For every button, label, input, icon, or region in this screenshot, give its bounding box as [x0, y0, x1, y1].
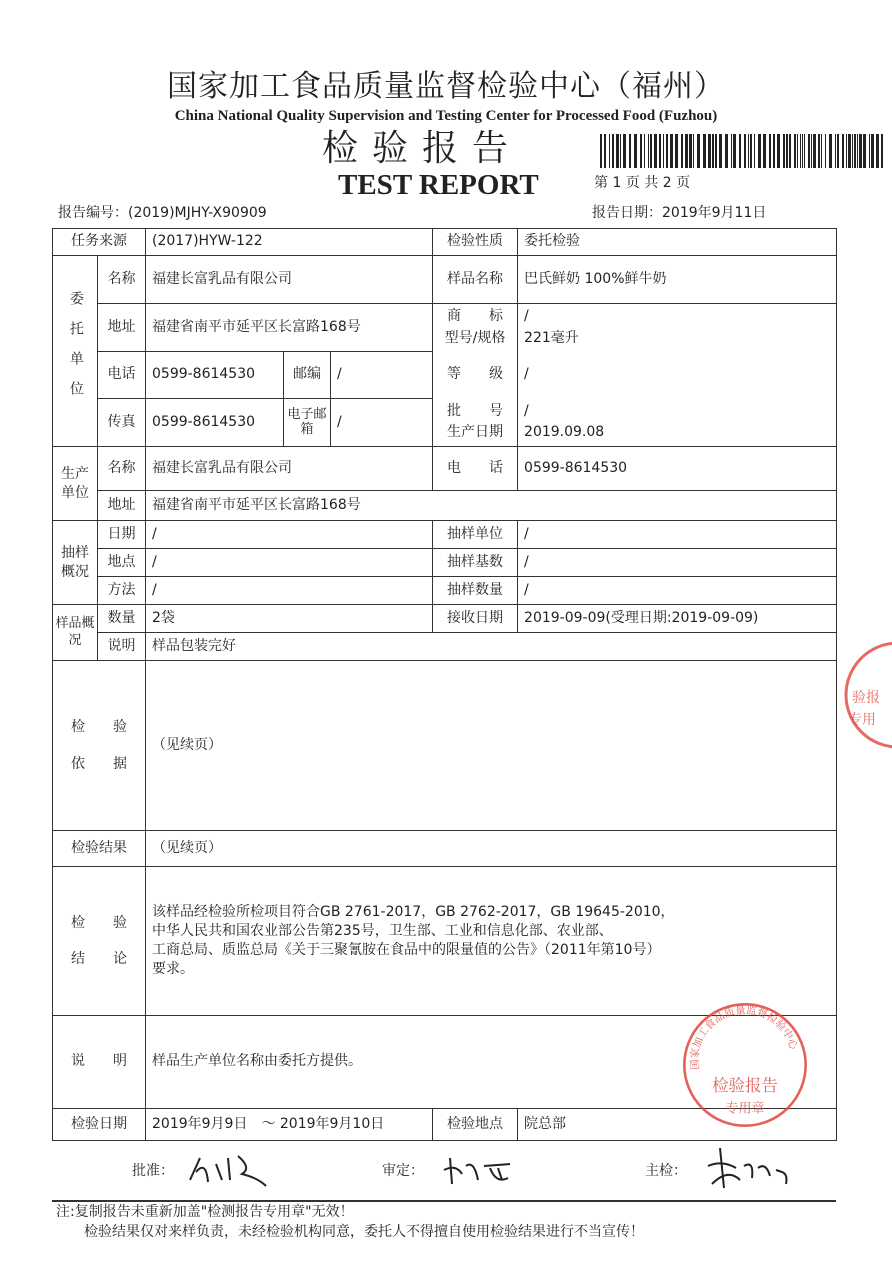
conclusion-label-2: 结 论: [71, 951, 127, 967]
barcode-bar: [663, 134, 664, 168]
producer-address-label: 地址: [98, 491, 146, 521]
barcode-bar: [685, 134, 688, 168]
grade: /: [518, 352, 837, 399]
barcode-bar: [697, 134, 700, 168]
model-label: 型号/规格: [444, 329, 506, 346]
report-date: 报告日期：2019年9月11日: [592, 205, 767, 221]
barcode-bar: [811, 134, 812, 168]
divider: [52, 1200, 836, 1202]
phone-label: 电话: [98, 352, 146, 399]
sampling-place-label: 地点: [98, 549, 146, 577]
task-source-label: 任务来源: [53, 229, 146, 256]
barcode-bar: [748, 134, 749, 168]
svg-text:专用: 专用: [848, 712, 876, 728]
barcode-bar: [612, 134, 614, 168]
desc: 样品包装完好: [146, 633, 837, 661]
sampling-base: /: [518, 549, 837, 577]
barcode-bar: [616, 134, 619, 168]
conclusion-line: 该样品经检验所检项目符合GB 2761-2017，GB 2762-2017，GB 19645-2010，: [152, 904, 675, 921]
email: /: [331, 399, 433, 447]
inspect-label: 主检：: [645, 1163, 687, 1179]
barcode-bar: [859, 134, 862, 168]
barcode-bar: [763, 134, 766, 168]
sample-name: 巴氏鲜奶 100%鲜牛奶: [518, 256, 837, 304]
barcode-bar: [835, 134, 836, 168]
result: （见续页）: [146, 831, 837, 867]
barcode-bar: [837, 134, 839, 168]
barcode-bar: [829, 134, 832, 168]
barcode-bar: [871, 134, 874, 168]
barcode-bar: [789, 134, 791, 168]
barcode-bar: [869, 134, 870, 168]
inspection-type: 委托检验: [518, 229, 837, 256]
barcode-bar: [758, 134, 761, 168]
basis: （见续页）: [146, 661, 837, 831]
svg-text:专用章: 专用章: [725, 1101, 765, 1117]
client-address-label: 地址: [98, 304, 146, 352]
barcode-bar: [650, 134, 652, 168]
barcode-bar: [623, 134, 626, 168]
barcode-bar: [876, 134, 879, 168]
review-label: 审定：: [382, 1163, 424, 1179]
batch-label: 批 号: [447, 402, 504, 419]
approver-signature: [182, 1150, 282, 1190]
barcode-bar: [703, 134, 706, 168]
note-line-2: 检验结果仅对来样负责，未经检验机构同意，委托人不得擅自使用检验结果进行不当宣传！: [84, 1224, 644, 1240]
barcode-bar: [813, 134, 816, 168]
svg-text:检验报告: 检验报告: [712, 1076, 778, 1095]
sampling-qty: /: [518, 577, 837, 605]
inspection-seal: [680, 1000, 810, 1130]
barcode-bar: [842, 134, 844, 168]
signature-row: [0, 1150, 892, 1190]
producer-name: 福建长富乳品有限公司: [146, 447, 433, 491]
barcode-bar: [854, 134, 856, 168]
model: 221毫升: [524, 329, 579, 346]
barcode-bar: [629, 134, 631, 168]
desc-label: 说明: [98, 633, 146, 661]
barcode-bar: [659, 134, 661, 168]
barcode-bar: [754, 134, 755, 168]
trademark-label: 商 标: [447, 308, 504, 325]
postcode: /: [331, 352, 433, 399]
producer-name-label: 名称: [98, 447, 146, 491]
sampling-date: /: [146, 521, 433, 549]
barcode-bar: [773, 134, 775, 168]
barcode-bar: [802, 134, 803, 168]
conclusion-label-1: 检 验: [71, 914, 127, 931]
barcode-bar: [675, 134, 678, 168]
barcode-bar: [825, 134, 826, 168]
page-info: 第 1 页 共 2 页: [594, 175, 691, 191]
barcode-bar: [804, 134, 805, 168]
note-line-1: 注:复制报告未重新加盖"检测报告专用章"无效！: [56, 1204, 354, 1220]
grade-label: 等 级: [433, 352, 518, 399]
sampling-place: /: [146, 549, 433, 577]
test-date-label: 检验日期: [53, 1109, 146, 1141]
barcode-bar: [654, 134, 657, 168]
partial-seal: [838, 640, 892, 750]
barcode-bar: [648, 134, 649, 168]
barcode-bar: [600, 134, 602, 168]
barcode-bar: [818, 134, 820, 168]
barcode-bar: [750, 134, 752, 168]
producer-phone: 0599-8614530: [518, 447, 837, 491]
report-title-cn: 检验报告: [322, 128, 523, 169]
reviewer-signature: [440, 1150, 530, 1190]
barcode-bar: [846, 134, 847, 168]
phone: 0599-8614530: [146, 352, 284, 399]
sampling-method-label: 方法: [98, 577, 146, 605]
organization-name-cn: 国家加工食品质量监督检验中心（福州）: [167, 69, 725, 104]
test-place-label: 检验地点: [433, 1109, 518, 1141]
basis-label-2: 依 据: [71, 755, 127, 772]
producer-phone-label: 电 话: [433, 447, 518, 491]
client-address: 福建省南平市延平区长富路168号: [146, 304, 433, 352]
barcode-bar: [681, 134, 683, 168]
fax-label: 传真: [98, 399, 146, 447]
client-name-label: 名称: [98, 256, 146, 304]
approve-label: 批准：: [132, 1163, 174, 1179]
result-label: 检验结果: [53, 831, 146, 867]
conclusion-line: 中华人民共和国农业部公告第235号，卫生部、工业和信息化部、农业部、: [152, 923, 613, 940]
inspector-signature: [700, 1144, 800, 1190]
barcode-bar: [800, 134, 801, 168]
remark: 样品生产单位名称由委托方提供。: [146, 1016, 837, 1109]
fax: 0599-8614530: [146, 399, 284, 447]
barcode-bar: [848, 134, 851, 168]
barcode-bar: [693, 134, 694, 168]
barcode-bar: [670, 134, 673, 168]
barcode-bar: [857, 134, 858, 168]
sampling-method: /: [146, 577, 433, 605]
svg-text:验报: 验报: [852, 690, 880, 706]
producer-label: 生产单位: [53, 447, 98, 521]
task-source: (2017)HYW-122: [146, 229, 433, 256]
barcode-bar: [715, 134, 717, 168]
basis-label-1: 检 验: [71, 719, 127, 736]
barcode-bar: [744, 134, 746, 168]
postcode-label: 邮编: [284, 352, 331, 399]
conclusion-line: 工商总局、质监总局《关于三聚氰胺在食品中的限量值的公告》（2011年第10号）: [152, 942, 661, 958]
producer-address: 福建省南平市延平区长富路168号: [146, 491, 837, 521]
barcode-bar: [609, 134, 610, 168]
report-number: 报告编号：(2019)MJHY-X90909: [58, 205, 267, 221]
test-place: 院总部: [518, 1109, 837, 1141]
barcode-bar: [852, 134, 853, 168]
quantity-label: 数量: [98, 605, 146, 633]
production-date: 2019.09.08: [524, 424, 605, 441]
sampling-date-label: 日期: [98, 521, 146, 549]
barcode-bar: [731, 134, 732, 168]
barcode-bar: [794, 134, 796, 168]
report-title-en: TEST REPORT: [338, 169, 539, 201]
barcode-bar: [666, 134, 668, 168]
organization-name-en: China National Quality Supervision and Testing Center for Processed Food (Fuzhou): [174, 108, 718, 124]
quantity: 2袋: [146, 605, 433, 633]
barcode-bar: [640, 134, 642, 168]
sample-name-label: 样品名称: [433, 256, 518, 304]
barcode-bar: [881, 134, 883, 168]
barcode-bar: [739, 134, 741, 168]
barcode-bar: [821, 134, 822, 168]
sampling-qty-label: 抽样数量: [433, 577, 518, 605]
email-label: 电子邮箱: [284, 399, 331, 447]
barcode-bar: [863, 134, 866, 168]
barcode-bar: [708, 134, 711, 168]
sampling-unit-label: 抽样单位: [433, 521, 518, 549]
inspection-type-label: 检验性质: [433, 229, 518, 256]
barcode-bar: [733, 134, 736, 168]
sampling-label: 抽样概况: [53, 521, 98, 605]
sampling-unit: /: [518, 521, 837, 549]
barcode-bar: [797, 134, 798, 168]
barcode-bar: [719, 134, 722, 168]
barcode-bar: [786, 134, 788, 168]
barcode-bar: [777, 134, 780, 168]
barcode-bar: [644, 134, 645, 168]
batch: /: [524, 402, 529, 419]
barcode-bar: [808, 134, 810, 168]
remark-label: 说 明: [53, 1016, 146, 1109]
production-date-label: 生产日期: [447, 424, 504, 441]
barcode-bar: [712, 134, 714, 168]
barcode-bar: [634, 134, 637, 168]
sampling-base-label: 抽样基数: [433, 549, 518, 577]
barcode-bar: [783, 134, 785, 168]
svg-text:国家加工食品质量监督检验中心: 国家加工食品质量监督检验中心: [688, 1004, 800, 1071]
sample-status-label: 样品概况: [53, 605, 98, 661]
receive-date-label: 接收日期: [433, 605, 518, 633]
client-label: 委托单位: [53, 256, 98, 447]
test-date: 2019年9月9日 ～ 2019年9月10日: [146, 1109, 433, 1141]
conclusion-line: 要求。: [152, 960, 194, 977]
receive-date: 2019-09-09(受理日期:2019-09-09): [518, 605, 837, 633]
barcode-bar: [769, 134, 771, 168]
client-name: 福建长富乳品有限公司: [146, 256, 433, 304]
barcode: [600, 134, 885, 168]
barcode-bar: [604, 134, 606, 168]
barcode-bar: [725, 134, 728, 168]
trademark: /: [524, 308, 529, 325]
barcode-bar: [620, 134, 621, 168]
barcode-bar: [689, 134, 692, 168]
